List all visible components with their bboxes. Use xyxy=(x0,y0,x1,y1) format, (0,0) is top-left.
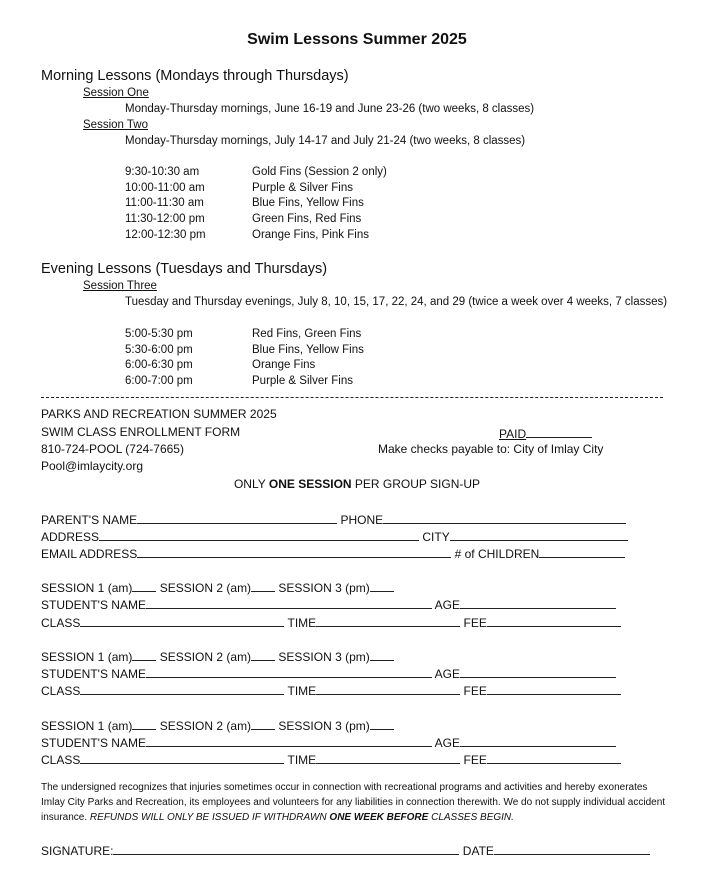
morning-heading: Morning Lessons (Mondays through Thursdays) xyxy=(41,68,349,84)
fee-field[interactable] xyxy=(487,682,621,695)
parent-name-field[interactable] xyxy=(137,511,337,524)
student-name-label: STUDENT'S NAME xyxy=(41,667,146,681)
address-field[interactable] xyxy=(99,528,419,541)
session1-field[interactable] xyxy=(132,717,156,730)
session3-label: SESSION 3 (pm) xyxy=(278,581,370,595)
session-select-row xyxy=(41,717,394,733)
date-field[interactable] xyxy=(494,842,650,855)
session-one-desc: Monday-Thursday mornings, June 16-19 and June 23-26 (two weeks, 8 classes) xyxy=(125,103,535,115)
address-label: ADDRESS xyxy=(41,530,100,544)
fee-label: FEE xyxy=(463,684,487,698)
class-field[interactable] xyxy=(80,751,284,764)
contact-email: Pool@imlaycity.org xyxy=(41,459,143,473)
time-field[interactable] xyxy=(316,751,460,764)
email-address-field[interactable] xyxy=(137,545,451,558)
date-label: DATE xyxy=(462,844,494,858)
session-three-label: Session Three xyxy=(83,280,157,292)
morning-slot-group: Gold Fins (Session 2 only) xyxy=(252,166,387,178)
morning-slot-group: Purple & Silver Fins xyxy=(252,182,353,194)
notice-bold: ONE SESSION xyxy=(268,477,352,491)
fee-label: FEE xyxy=(463,753,487,767)
time-field[interactable] xyxy=(316,682,460,695)
student-row xyxy=(41,596,616,612)
session1-label: SESSION 1 (am) xyxy=(41,581,133,595)
class-label: CLASS xyxy=(41,753,81,767)
org-name: PARKS AND RECREATION SUMMER 2025 xyxy=(41,407,277,421)
student-row xyxy=(41,665,616,681)
evening-slot-time: 6:00-7:00 pm xyxy=(125,375,193,387)
parent-name-label: PARENT'S NAME xyxy=(41,513,138,527)
refund-bold: ONE WEEK BEFORE xyxy=(329,812,429,823)
refund-post: CLASSES BEGIN. xyxy=(428,812,514,823)
morning-slot-time: 10:00-11:00 am xyxy=(125,182,205,194)
session-select-row xyxy=(41,579,394,595)
time-label: TIME xyxy=(287,684,317,698)
signature-label: SIGNATURE: xyxy=(41,844,114,858)
notice-post: PER GROUP SIGN-UP xyxy=(351,477,481,491)
city-label: CITY xyxy=(422,530,450,544)
session1-field[interactable] xyxy=(132,648,156,661)
session2-label: SESSION 2 (am) xyxy=(159,581,252,595)
liability-disclaimer xyxy=(41,780,671,825)
phone-label: PHONE xyxy=(340,513,384,527)
evening-heading: Evening Lessons (Tuesdays and Thursdays) xyxy=(41,261,328,277)
age-label: AGE xyxy=(434,667,460,681)
morning-slot-group: Orange Fins, Pink Fins xyxy=(252,229,369,241)
session1-label: SESSION 1 (am) xyxy=(41,650,133,664)
children-field[interactable] xyxy=(539,545,625,558)
children-label: # of CHILDREN xyxy=(454,547,540,561)
session-one-label: Session One xyxy=(83,87,149,99)
session-two-desc: Monday-Thursday mornings, July 14-17 and July 21-24 (two weeks, 8 classes) xyxy=(125,135,526,147)
form-name: SWIM CLASS ENROLLMENT FORM xyxy=(41,425,241,439)
evening-slot-time: 5:00-5:30 pm xyxy=(125,328,193,340)
session-three-desc: Tuesday and Thursday evenings, July 8, 10, 15, 17, 22, 24, and 29 (twice a week over 4 weeks, 7 classes) xyxy=(125,296,668,308)
student-row xyxy=(41,734,616,750)
class-field[interactable] xyxy=(80,682,284,695)
student-name-field[interactable] xyxy=(146,665,432,678)
session3-label: SESSION 3 (pm) xyxy=(278,650,370,664)
evening-slot-group: Blue Fins, Yellow Fins xyxy=(252,344,364,356)
time-label: TIME xyxy=(287,616,317,630)
morning-slot-time: 11:30-12:00 pm xyxy=(125,213,205,225)
session3-field[interactable] xyxy=(370,579,394,592)
paid-box xyxy=(499,425,592,441)
student-name-label: STUDENT'S NAME xyxy=(41,598,146,612)
morning-slot-group: Blue Fins, Yellow Fins xyxy=(252,197,364,209)
evening-slot-group: Purple & Silver Fins xyxy=(252,375,353,387)
morning-slot-time: 11:00-11:30 am xyxy=(125,197,204,209)
session2-field[interactable] xyxy=(251,717,275,730)
tear-off-divider xyxy=(41,397,663,398)
age-label: AGE xyxy=(434,736,460,750)
evening-slot-group: Red Fins, Green Fins xyxy=(252,328,362,340)
session3-field[interactable] xyxy=(370,717,394,730)
signature-row xyxy=(41,842,650,858)
fee-field[interactable] xyxy=(487,614,621,627)
age-label: AGE xyxy=(434,598,460,612)
page-title: Swim Lessons Summer 2025 xyxy=(247,31,467,48)
fee-field[interactable] xyxy=(487,751,621,764)
evening-slot-group: Orange Fins xyxy=(252,359,316,371)
morning-slot-group: Green Fins, Red Fins xyxy=(252,213,362,225)
email-row xyxy=(41,545,625,561)
time-label: TIME xyxy=(287,753,317,767)
evening-slot-time: 6:00-6:30 pm xyxy=(125,359,193,371)
class-row xyxy=(41,614,621,630)
checks-payable: Make checks payable to: City of Imlay City xyxy=(378,442,604,456)
session3-field[interactable] xyxy=(370,648,394,661)
class-row xyxy=(41,751,621,767)
class-field[interactable] xyxy=(80,614,284,627)
evening-slot-time: 5:30-6:00 pm xyxy=(125,344,193,356)
class-label: CLASS xyxy=(41,684,81,698)
student-name-field[interactable] xyxy=(146,596,432,609)
session-two-label: Session Two xyxy=(83,119,148,131)
paid-field[interactable] xyxy=(526,425,592,438)
signature-field[interactable] xyxy=(113,842,459,855)
refund-pre: REFUNDS WILL ONLY BE ISSUED IF WITHDRAWN xyxy=(89,812,330,823)
session2-label: SESSION 2 (am) xyxy=(159,650,252,664)
one-session-notice xyxy=(0,477,714,491)
parent-row xyxy=(41,511,626,527)
email-address-label: EMAIL ADDRESS xyxy=(41,547,138,561)
fee-label: FEE xyxy=(463,616,487,630)
class-row xyxy=(41,682,621,698)
session2-label: SESSION 2 (am) xyxy=(159,719,252,733)
time-field[interactable] xyxy=(316,614,460,627)
contact-phone: 810-724-POOL (724-7665) xyxy=(41,442,184,456)
class-label: CLASS xyxy=(41,616,81,630)
city-field[interactable] xyxy=(450,528,628,541)
morning-slot-time: 12:00-12:30 pm xyxy=(125,229,206,241)
disclaimer-text: The undersigned recognizes that injuries sometimes occur in connection with recreational programs and activities and hereby exonerates Imlay City Parks and Recreation, its employees and volunteers for any liabilities in connection therewith. We do not supply individual accident insurance. xyxy=(41,782,666,823)
age-field[interactable] xyxy=(460,734,616,747)
paid-label: PAID xyxy=(499,427,527,441)
session2-field[interactable] xyxy=(251,579,275,592)
student-name-field[interactable] xyxy=(146,734,432,747)
session-select-row xyxy=(41,648,394,664)
session2-field[interactable] xyxy=(251,648,275,661)
morning-slot-time: 9:30-10:30 am xyxy=(125,166,200,178)
session1-label: SESSION 1 (am) xyxy=(41,719,133,733)
age-field[interactable] xyxy=(460,665,616,678)
session3-label: SESSION 3 (pm) xyxy=(278,719,370,733)
session1-field[interactable] xyxy=(132,579,156,592)
age-field[interactable] xyxy=(460,596,616,609)
address-row xyxy=(41,528,628,544)
notice-pre: ONLY xyxy=(233,477,269,491)
phone-field[interactable] xyxy=(383,511,626,524)
student-name-label: STUDENT'S NAME xyxy=(41,736,146,750)
